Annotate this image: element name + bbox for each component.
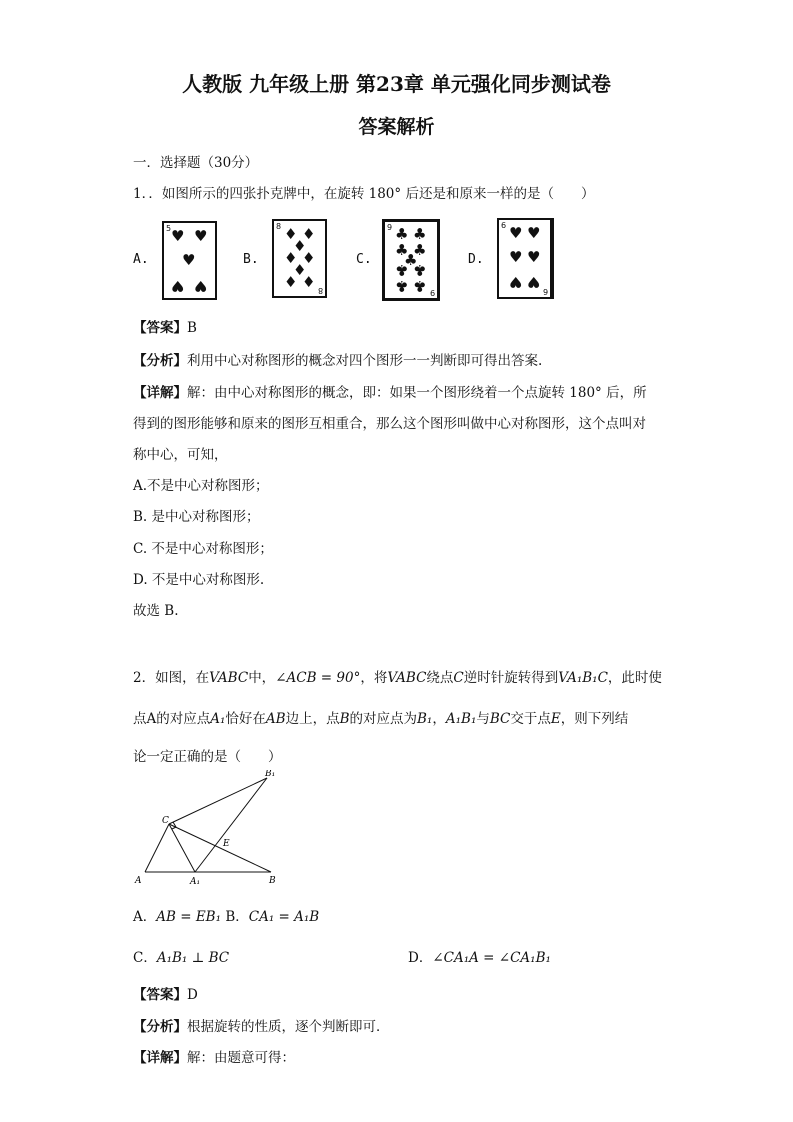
q1-option-b-label: B. <box>243 252 259 267</box>
card-rank: 6 <box>501 221 507 230</box>
diamond-icon: ♦ <box>302 249 316 267</box>
diamond-icon: ♦ <box>293 237 307 255</box>
club-icon: ♣ <box>395 225 409 243</box>
detail-text: 解：由题意可得： <box>187 1050 295 1066</box>
q1-card-a <box>162 221 217 300</box>
answer-tag: 【答案】 <box>133 987 187 1003</box>
club-icon: ♣ <box>413 277 427 295</box>
heart-icon: ♥ <box>509 224 523 242</box>
q1-answer <box>133 316 197 336</box>
q1-card-c <box>382 219 440 301</box>
q1-stem: 1．．如图所示的四张扑克牌中，在旋转 180° 后还是和原来一样的是（ ） <box>133 186 595 202</box>
answer-value: B <box>187 320 197 336</box>
q2-stem-line-2 <box>133 707 628 727</box>
q2-detail <box>133 1046 295 1066</box>
option-d-label: D． <box>408 950 433 966</box>
label-E: E <box>223 839 230 849</box>
math: B <box>339 711 350 727</box>
document-title: 人教版 九年级上册 第23章 单元强化同步测试卷 <box>182 72 611 96</box>
document-subtitle: 答案解析 <box>358 116 435 138</box>
heart-icon: ♥ <box>182 251 196 269</box>
section-heading: 一．选择题（30分） <box>133 155 259 171</box>
club-icon: ♣ <box>395 277 409 295</box>
label-A: A <box>135 876 142 886</box>
heart-icon: ♥ <box>527 224 541 242</box>
math: A₁ <box>210 711 226 727</box>
q2-options-ab <box>133 905 319 925</box>
segment-AC <box>145 824 169 872</box>
math: C <box>453 670 464 686</box>
text: 与 <box>476 711 490 727</box>
card-rank: 6 <box>542 287 548 296</box>
option-b: CA₁ = A₁B <box>248 909 320 925</box>
card-rank: 5 <box>166 224 172 233</box>
club-icon: ♣ <box>395 241 409 259</box>
heart-icon: ♥ <box>194 277 208 295</box>
heart-icon: ♥ <box>527 248 541 266</box>
option-c: A₁B₁ ⊥ BC <box>156 950 230 966</box>
math: B₁ <box>417 711 433 727</box>
label-B1: B₁ <box>265 770 276 779</box>
q1-analysis <box>133 349 542 369</box>
q1-detail-d: D. 不是中心对称图形. <box>133 572 265 588</box>
card-rank: 9 <box>387 223 393 232</box>
text: ，此时使 <box>607 670 662 686</box>
text: 的对应点为 <box>349 711 418 727</box>
diamond-icon: ♦ <box>284 225 298 243</box>
text: 点A的对应点 <box>133 711 211 727</box>
diamond-icon: ♦ <box>284 249 298 267</box>
math: VABC <box>209 670 249 686</box>
diamond-icon: ♦ <box>284 273 298 291</box>
math: AB <box>265 711 286 727</box>
text: ，将 <box>360 670 388 686</box>
text: 逆时针旋转得到 <box>463 670 559 686</box>
q2-answer <box>133 983 198 1003</box>
label-B: B <box>269 876 276 886</box>
q2-option-d <box>408 946 551 966</box>
math: BC <box>489 711 511 727</box>
q2-triangle-figure <box>133 770 293 890</box>
segment-CB1 <box>169 778 267 824</box>
q1-option-c-label: C. <box>356 252 372 267</box>
club-icon: ♣ <box>395 261 409 279</box>
diamond-icon: ♦ <box>302 273 316 291</box>
analysis-tag: 【分析】 <box>133 1019 187 1035</box>
text: ， <box>432 711 446 727</box>
q2-stem-line-3: 论一定正确的是（ ） <box>133 749 282 765</box>
label-A1: A₁ <box>190 877 201 887</box>
heart-icon: ♥ <box>509 273 523 291</box>
q1-detail-line-2: 得到的图形能够和原来的图形互相重合，那么这个图形叫做中心对称图形，这个点叫对 <box>133 416 646 432</box>
q1-conclusion: 故选 B. <box>133 603 179 619</box>
analysis-tag: 【分析】 <box>133 353 187 369</box>
heart-icon: ♥ <box>194 227 208 245</box>
option-a: AB = EB₁ <box>156 909 222 925</box>
q1-option-d-label: D. <box>468 252 484 267</box>
math: VABC <box>387 670 427 686</box>
text: 2．如图，在 <box>133 670 210 686</box>
diamond-icon: ♦ <box>302 225 316 243</box>
club-icon: ♣ <box>413 261 427 279</box>
option-d: ∠CA₁A = ∠CA₁B₁ <box>432 950 551 966</box>
card-rank: 8 <box>317 286 323 295</box>
option-a-label: A． <box>133 909 157 925</box>
club-icon: ♣ <box>413 225 427 243</box>
answer-value: D <box>187 987 198 1003</box>
q1-detail-c: C. 不是中心对称图形； <box>133 541 273 557</box>
card-rank: 8 <box>276 222 282 231</box>
heart-icon: ♥ <box>171 277 185 295</box>
text: ，则下列结 <box>560 711 629 727</box>
math: ∠ACB = 90° <box>275 670 361 686</box>
math: E <box>550 711 561 727</box>
q1-detail-line-3: 称中心，可知， <box>133 447 228 463</box>
q1-detail-b: B. 是中心对称图形； <box>133 509 260 525</box>
q2-analysis <box>133 1015 390 1035</box>
detail-text: 解：由中心对称图形的概念，即：如果一个图形绕着一个点旋转 180° 后，所 <box>187 385 647 401</box>
q1-option-a-label: A. <box>133 252 149 267</box>
text: 交于点 <box>510 711 551 727</box>
option-c-label: C． <box>133 950 157 966</box>
segment-CB <box>169 824 271 872</box>
diamond-icon: ♦ <box>293 261 307 279</box>
segment-A1B1 <box>195 778 267 872</box>
label-C: C <box>162 816 169 826</box>
club-icon: ♣ <box>404 251 418 269</box>
text: 中， <box>248 670 276 686</box>
analysis-text: 根据旋转的性质，逐个判断即可． <box>187 1019 390 1035</box>
detail-tag: 【详解】 <box>133 1050 187 1066</box>
card-rank: 9 <box>429 288 435 297</box>
segment-CA1 <box>169 824 195 872</box>
q1-card-d <box>497 218 554 299</box>
q2-stem-line-1 <box>133 666 662 686</box>
answer-tag: 【答案】 <box>133 320 187 336</box>
q1-detail-line-1 <box>133 381 647 401</box>
math: A₁B₁ <box>445 711 477 727</box>
math: VA₁B₁C <box>558 670 608 686</box>
text: 恰好在 <box>225 711 266 727</box>
text: 边上，点 <box>285 711 340 727</box>
detail-tag: 【详解】 <box>133 385 187 401</box>
q1-card-b <box>272 219 327 298</box>
club-icon: ♣ <box>413 241 427 259</box>
option-b-label: B． <box>225 909 249 925</box>
q1-detail-a: A.不是中心对称图形； <box>133 478 269 494</box>
q2-option-c <box>133 946 229 966</box>
heart-icon: ♥ <box>527 273 541 291</box>
text: 绕点 <box>426 670 454 686</box>
heart-icon: ♥ <box>171 227 185 245</box>
analysis-text: 利用中心对称图形的概念对四个图形一一判断即可得出答案. <box>187 353 543 369</box>
heart-icon: ♥ <box>509 248 523 266</box>
